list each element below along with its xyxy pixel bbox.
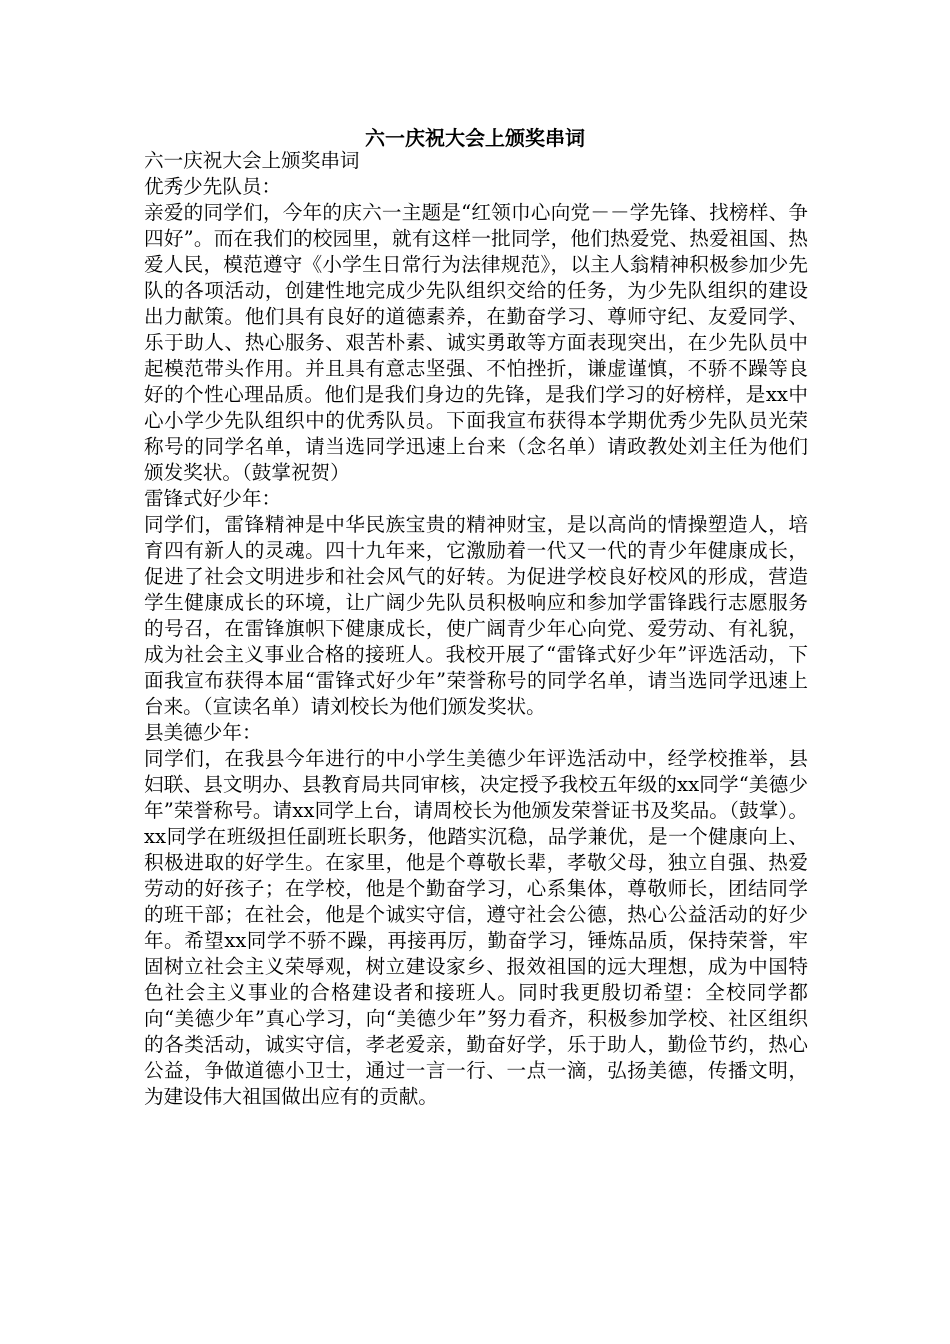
document-title: 六一庆祝大会上颁奖串词 [365, 126, 585, 150]
section-heading-lei-feng-youth: 雷锋式好少年： [144, 487, 282, 510]
subtitle-line: 六一庆祝大会上颁奖串词 [144, 149, 360, 172]
paragraph-county-virtue-youth: 同学们，在我县今年进行的中小学生美德少年评选活动中，经学校推举，县妇联、县文明办、县教育局共同审核，决定授予我校五年级的xx同学“美德少年”荣誉称号。请xx同学上台，请周校长为他颁发荣誉证书及奖品。（鼓掌）。xx同学在班级担任副班长职务，他踏实沉稳，品学兼优，是一个健康向上、积极进取的好学生。在家里，他是个尊敬长辈，孝敬父母，独立自强、热爱劳动的好孩子；在学校，他是个勤奋学习，心系集体，尊敬师长，团结同学的班干部；在社会，他是个诚实守信，遵守社会公德，热心公益活动的好少年。希望xx同学不骄不躁，再接再厉，勤奋学习，锤炼品质，保持荣誉，牢固树立社会主义荣辱观，树立建设家乡、报效祖国的远大理想，成为中国特色社会主义事业的合格建设者和接班人。同时我更殷切希望：全校同学都向“美德少年”真心学习，向“美德少年”努力看齐，积极参加学校、社区组织的各类活动，诚实守信，孝老爱亲，勤奋好学，乐于助人，勤俭节约，热心公益，争做道德小卫士，通过一言一行、一点一滴，弘扬美德，传播文明，为建设伟大祖国做出应有的贡献。 [144, 747, 808, 1108]
document-body [144, 148, 808, 1110]
paragraph-lei-feng-youth: 同学们，雷锋精神是中华民族宝贵的精神财宝，是以高尚的情操塑造人，培育四有新人的灵魂。四十九年来，它激励着一代又一代的青少年健康成长，促进了社会文明进步和社会风气的好转。为促进学校良好校风的形成，营造学生健康成长的环境，让广阔少先队员积极响应和参加学雷锋践行志愿服务的号召，在雷锋旗帜下健康成长，使广阔青少年心向党、爱劳动、有礼貌，成为社会主义事业合格的接班人。我校开展了“雷锋式好少年”评选活动，下面我宣布获得本届“雷锋式好少年”荣誉称号的同学名单，请当选同学迅速上台来。（宣读名单）请刘校长为他们颁发奖状。 [144, 513, 808, 718]
paragraph-outstanding-pioneers: 亲爱的同学们，今年的庆六一主题是“红领巾心向党－－学先锋、找榜样、争四好”。而在我们的校园里，就有这样一批同学，他们热爱党、热爱祖国、热爱人民，模范遵守《小学生日常行为法律规范》，以主人翁精神积极参加少先队的各项活动，创建性地完成少先队组织交给的任务，为少先队组织的建设出力献策。他们具有良好的道德素养，在勤奋学习、尊师守纪、友爱同学、乐于助人、热心服务、艰苦朴素、诚实勇敢等方面表现突出，在少先队员中起模范带头作用。并且具有意志坚强、不怕挫折，谦虚谨慎，不骄不躁等良好的个性心理品质。他们是我们身边的先锋，是我们学习的好榜样，是xx中心小学少先队组织中的优秀队员。下面我宣布获得本学期优秀少先队员光荣称号的同学名单，请当选同学迅速上台来（念名单）请政教处刘主任为他们颁发奖状。（鼓掌祝贺） [144, 201, 808, 484]
section-heading-county-virtue-youth: 县美德少年： [144, 721, 262, 744]
section-heading-outstanding-pioneers: 优秀少先队员： [144, 175, 282, 198]
